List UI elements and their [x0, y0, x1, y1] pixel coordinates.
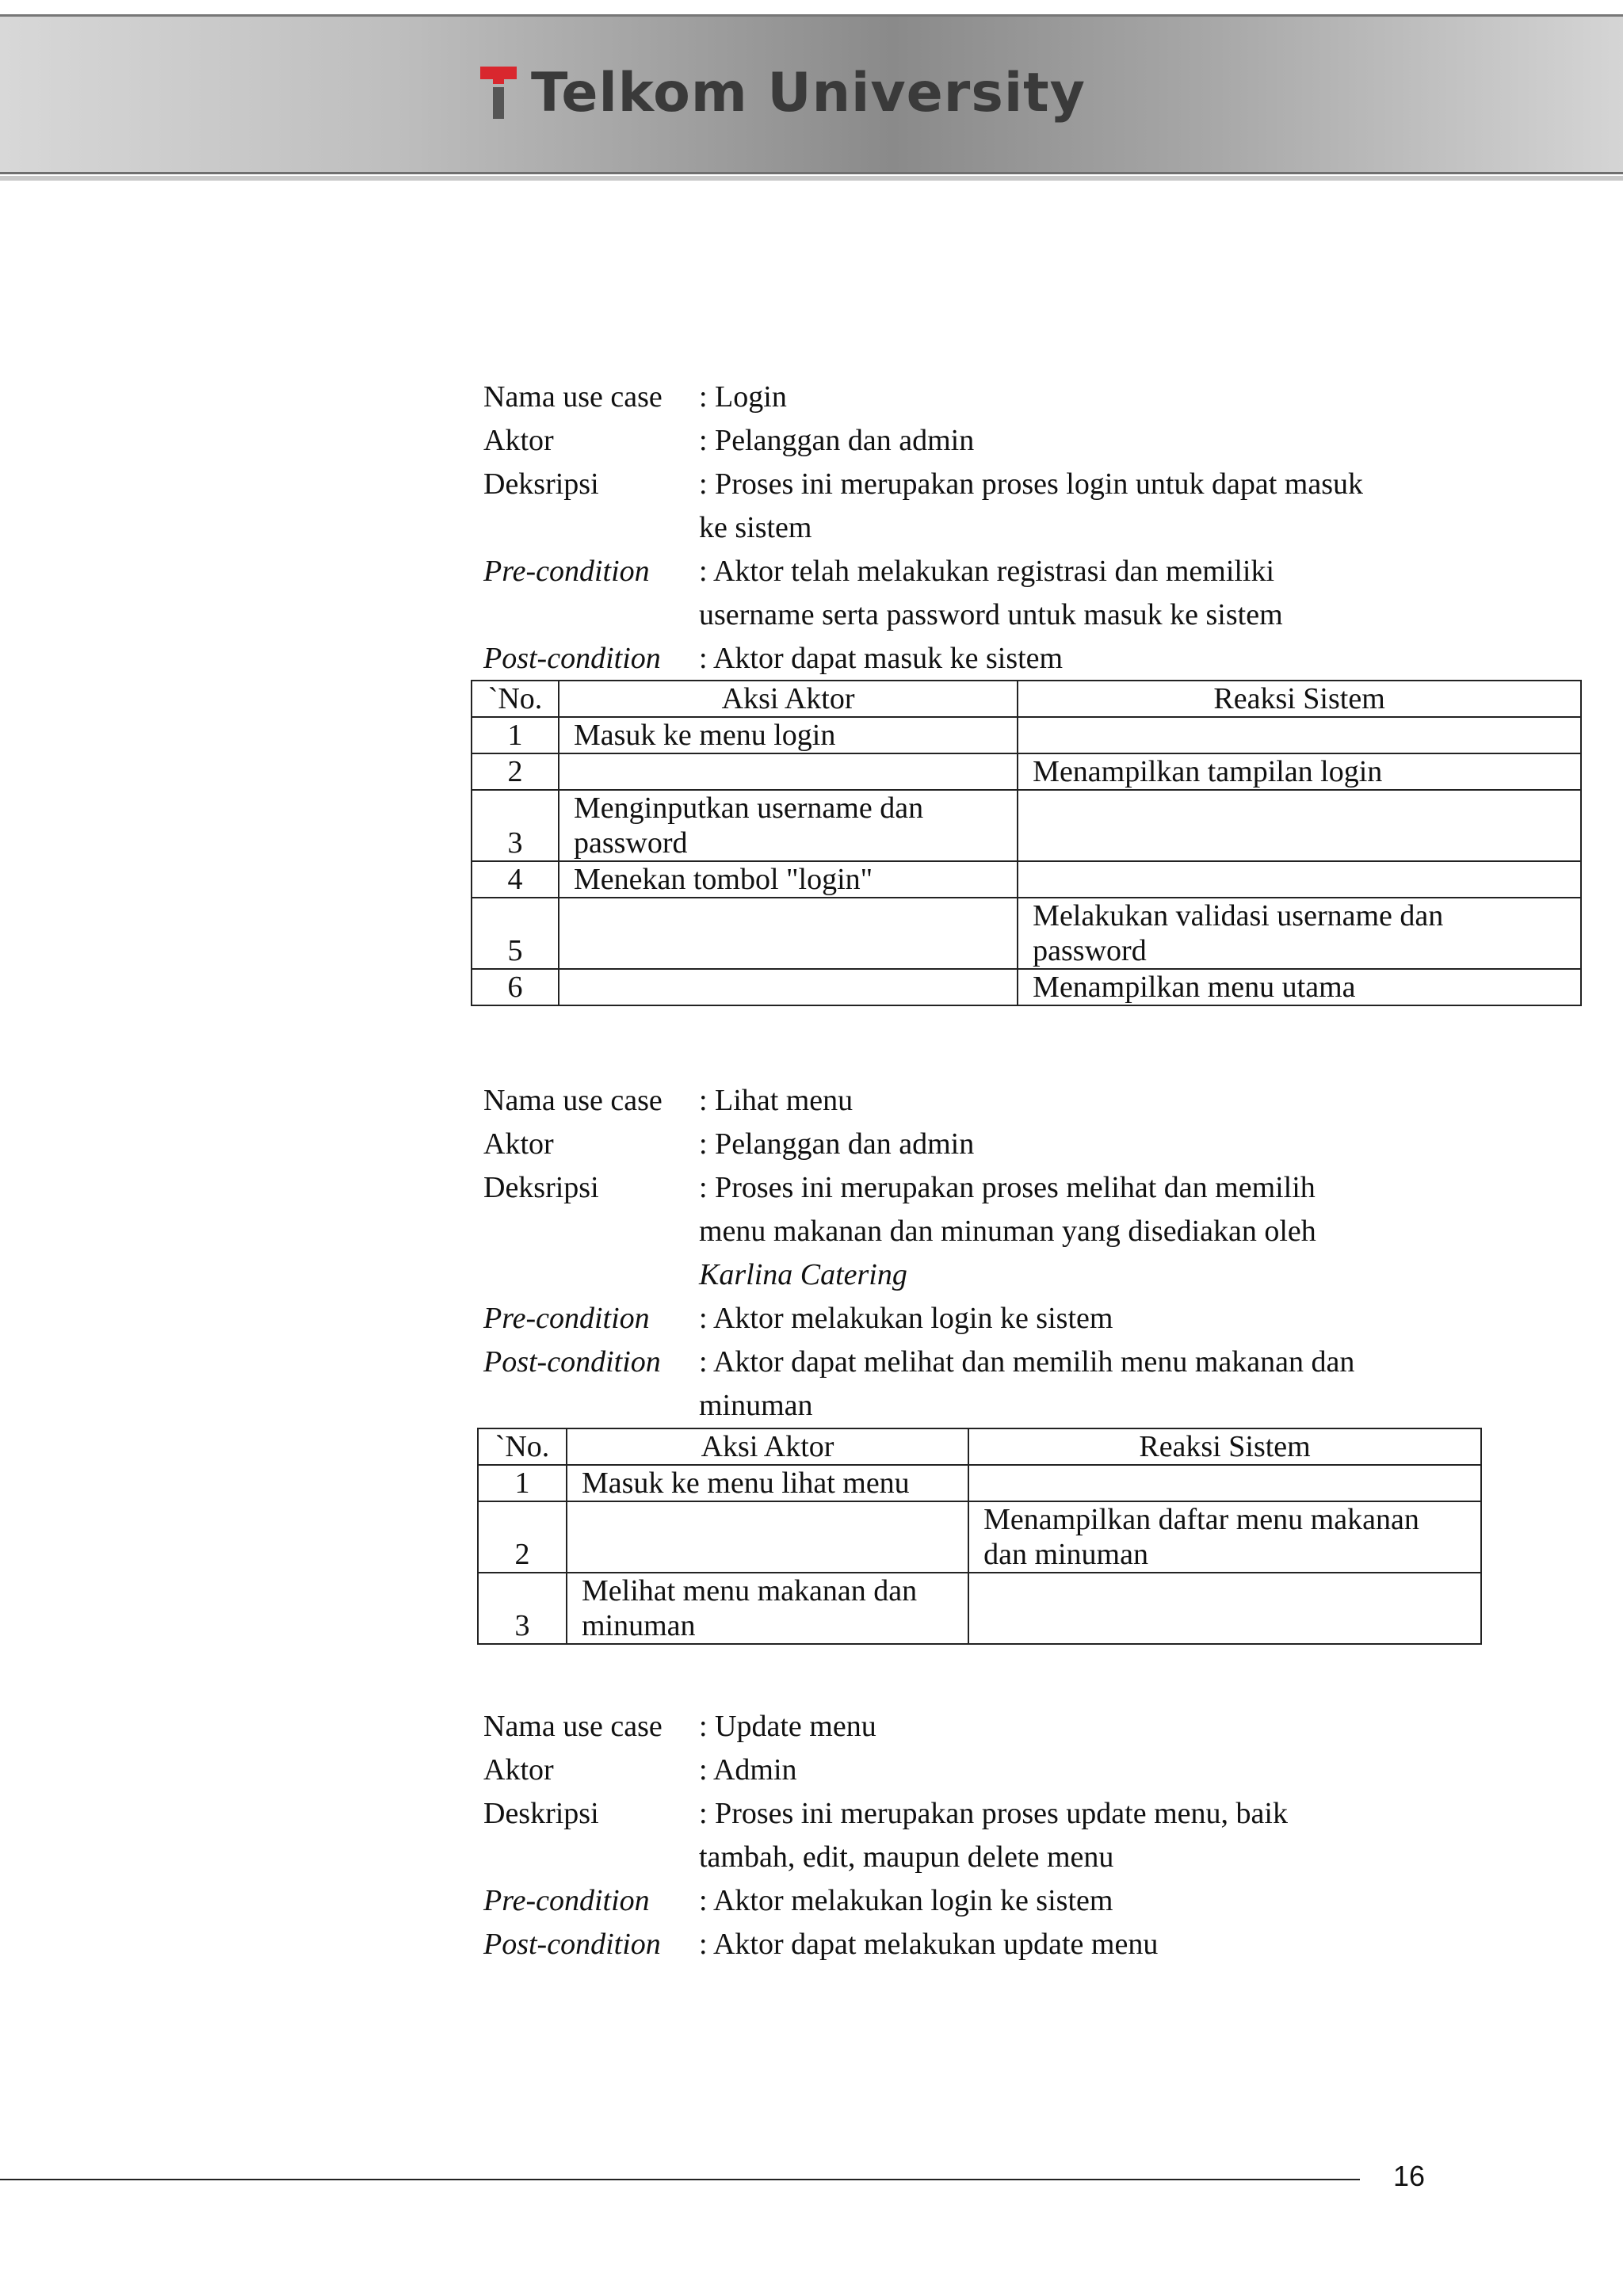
step-number: 4 — [472, 861, 559, 898]
column-header: Aksi Aktor — [567, 1428, 968, 1465]
telkom-logo — [480, 61, 1086, 124]
field-value: : Proses ini merupakan proses update menu, baik — [699, 1797, 1288, 1830]
step-number: 3 — [478, 1573, 567, 1644]
field-value: : Aktor dapat melihat dan memilih menu makanan dan — [699, 1345, 1355, 1379]
field-label: Post-condition — [483, 1928, 661, 1961]
aksi-aktor-cell — [559, 969, 1018, 1005]
field-aktor — [483, 419, 1609, 463]
aksi-text: Masuk ke menu login — [573, 719, 836, 752]
aksi-aktor-cell — [567, 1573, 968, 1644]
reaksi-text: Melakukan validasi username dan — [1033, 899, 1444, 933]
reaksi-sistem-cell — [968, 1465, 1481, 1501]
field-value: : Lihat menu — [699, 1084, 854, 1117]
column-header: `No. — [478, 1428, 567, 1465]
field-deskripsi — [483, 1166, 1609, 1297]
reaksi-text: Menampilkan tampilan login — [1033, 755, 1383, 788]
field-label: Post-condition — [483, 642, 661, 675]
lihat-menu-steps-table — [477, 1428, 1482, 1645]
field-value-cont: tambah, edit, maupun delete menu — [699, 1840, 1114, 1874]
field-precondition — [483, 1297, 1609, 1341]
reaksi-sistem-cell — [1018, 969, 1581, 1005]
login-steps-table — [471, 680, 1582, 1006]
field-value: : Proses ini merupakan proses login untuk dapat masuk — [699, 467, 1363, 501]
reaksi-sistem-cell — [1018, 861, 1581, 898]
column-header: Aksi Aktor — [559, 681, 1018, 717]
field-nama — [483, 1079, 1609, 1123]
reaksi-text-cont: password — [1033, 934, 1147, 967]
field-postcondition — [483, 1923, 1609, 1966]
field-label: Pre-condition — [483, 555, 650, 588]
aksi-aktor-cell — [559, 753, 1018, 790]
table-row — [472, 861, 1581, 898]
field-value: : Aktor dapat melakukan update menu — [699, 1928, 1159, 1961]
aksi-aktor-cell — [559, 898, 1018, 969]
table-row — [472, 717, 1581, 753]
reaksi-sistem-cell — [1018, 790, 1581, 861]
field-value: : Update menu — [699, 1710, 876, 1743]
table-header-row — [472, 681, 1581, 717]
reaksi-text: Menampilkan menu utama — [1033, 971, 1356, 1004]
step-number: 1 — [472, 717, 559, 753]
field-value: : Aktor dapat masuk ke sistem — [699, 642, 1064, 675]
field-postcondition — [483, 637, 1609, 681]
field-value-cont: ke sistem — [699, 511, 812, 544]
use-case-lihat-menu — [483, 1079, 1609, 1428]
step-number: 2 — [478, 1501, 567, 1573]
step-number: 1 — [478, 1465, 567, 1501]
field-label: Post-condition — [483, 1345, 661, 1379]
field-value: : Aktor melakukan login ke sistem — [699, 1884, 1113, 1917]
table-row — [478, 1501, 1481, 1573]
aksi-text-cont: password — [573, 826, 688, 860]
field-label: Deskripsi — [483, 1797, 599, 1830]
logo-text: Telkom University — [531, 61, 1086, 124]
use-case-update-menu — [483, 1705, 1609, 1966]
aksi-text: Melihat menu makanan dan — [581, 1574, 918, 1608]
field-label: Nama use case — [483, 1084, 663, 1117]
field-value-cont: minuman — [699, 1389, 813, 1422]
aksi-aktor-cell — [567, 1501, 968, 1573]
table-row — [472, 969, 1581, 1005]
field-nama — [483, 1705, 1609, 1749]
reaksi-sistem-cell — [1018, 717, 1581, 753]
page-number: 16 — [1393, 2160, 1426, 2192]
aksi-aktor-cell — [559, 717, 1018, 753]
column-header: Reaksi Sistem — [968, 1428, 1481, 1465]
field-value: : Proses ini merupakan proses melihat dan memilih — [699, 1171, 1316, 1204]
aksi-text-cont: minuman — [581, 1609, 696, 1642]
reaksi-sistem-cell — [1018, 898, 1581, 969]
field-value: : Pelanggan dan admin — [699, 424, 975, 457]
field-nama — [483, 376, 1609, 419]
field-value-cont: menu makanan dan minuman yang disediakan oleh — [699, 1215, 1316, 1248]
column-header: Reaksi Sistem — [1018, 681, 1581, 717]
field-value: : Aktor telah melakukan registrasi dan memiliki — [699, 555, 1275, 588]
field-label: Nama use case — [483, 380, 663, 414]
table-row — [478, 1573, 1481, 1644]
field-precondition — [483, 1879, 1609, 1923]
aksi-aktor-cell — [559, 790, 1018, 861]
field-label: Aktor — [483, 1753, 554, 1787]
aksi-text: Masuk ke menu lihat menu — [581, 1466, 910, 1500]
aksi-aktor-cell — [567, 1465, 968, 1501]
page-header — [0, 14, 1623, 174]
field-label: Nama use case — [483, 1710, 663, 1743]
field-aktor — [483, 1749, 1609, 1792]
use-case-login — [483, 376, 1609, 681]
aksi-aktor-cell — [559, 861, 1018, 898]
reaksi-sistem-cell — [968, 1573, 1481, 1644]
table-header-row — [478, 1428, 1481, 1465]
field-label: Aktor — [483, 424, 554, 457]
step-number: 6 — [472, 969, 559, 1005]
field-postcondition — [483, 1341, 1609, 1428]
reaksi-sistem-cell — [968, 1501, 1481, 1573]
table-row — [478, 1465, 1481, 1501]
step-number: 2 — [472, 753, 559, 790]
step-number: 3 — [472, 790, 559, 861]
field-deskripsi — [483, 1792, 1609, 1879]
field-value: : Aktor melakukan login ke sistem — [699, 1302, 1113, 1335]
reaksi-text-cont: dan minuman — [983, 1538, 1148, 1571]
table-row — [472, 753, 1581, 790]
field-value-cont: username serta password untuk masuk ke sistem — [699, 598, 1283, 631]
reaksi-sistem-cell — [1018, 753, 1581, 790]
aksi-text: Menginputkan username dan — [573, 791, 924, 825]
column-header: `No. — [472, 681, 559, 717]
field-label: Pre-condition — [483, 1884, 650, 1917]
step-number: 5 — [472, 898, 559, 969]
footer-divider — [0, 2179, 1360, 2180]
aksi-text: Menekan tombol "login" — [573, 863, 873, 896]
field-label: Pre-condition — [483, 1302, 650, 1335]
field-precondition — [483, 550, 1609, 637]
table-row — [472, 790, 1581, 861]
field-value: : Login — [699, 380, 787, 414]
reaksi-text: Menampilkan daftar menu makanan — [983, 1503, 1419, 1536]
header-divider — [0, 176, 1623, 181]
field-label: Deksripsi — [483, 1171, 599, 1204]
field-label: Deksripsi — [483, 467, 599, 501]
field-value: : Admin — [699, 1753, 797, 1787]
table-row — [472, 898, 1581, 969]
field-label: Aktor — [483, 1127, 554, 1161]
field-aktor — [483, 1123, 1609, 1166]
field-deskripsi — [483, 463, 1609, 550]
telkom-logo-icon — [480, 67, 517, 119]
field-value-cont: Karlina Catering — [699, 1258, 907, 1291]
field-value: : Pelanggan dan admin — [699, 1127, 975, 1161]
